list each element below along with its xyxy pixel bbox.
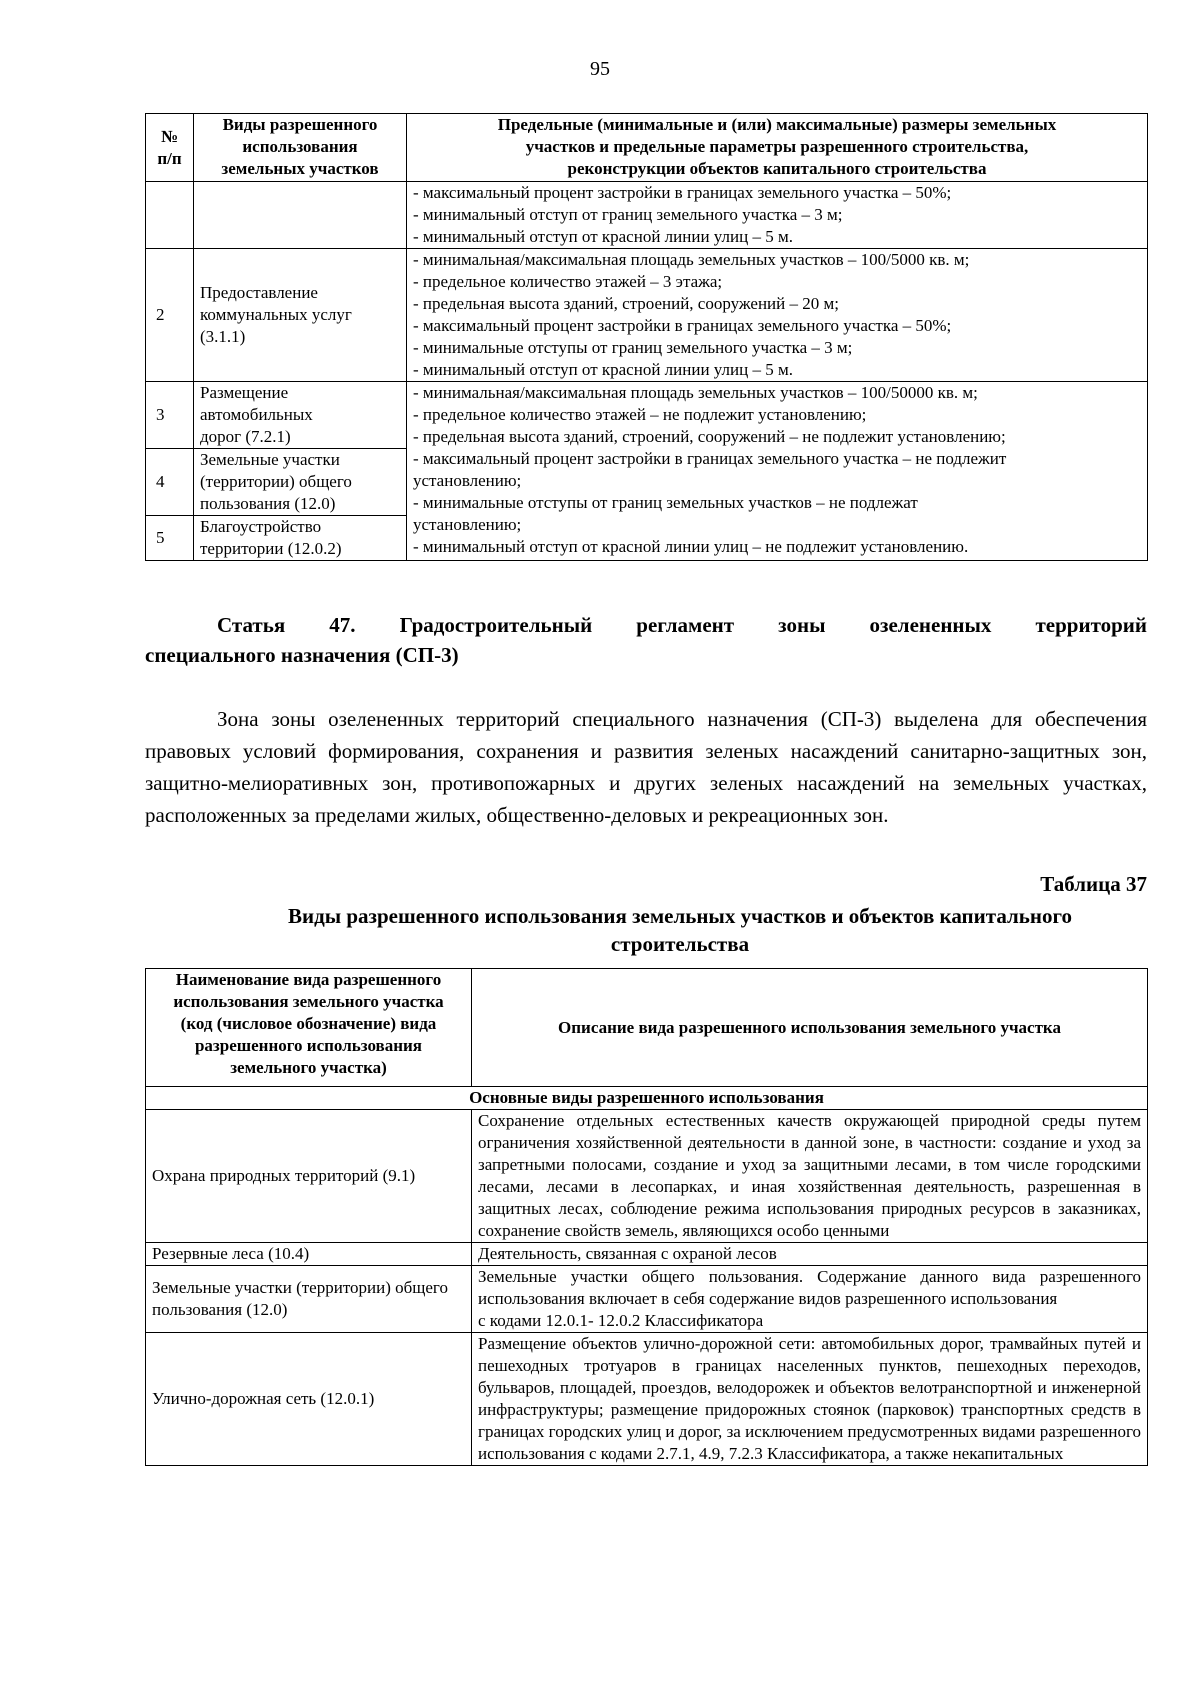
table-row <box>146 1266 1148 1333</box>
use-name: Охрана природных территорий (9.1) <box>146 1110 472 1243</box>
header-use-description: Описание вида разрешенного использования земельного участка <box>472 969 1148 1087</box>
row-params: - минимальная/максимальная площадь земельных участков – 100/5000 кв. м; - предельное количество этажей – 3 этажа; - предельная высота зданий, строений, сооружений – 20 м; - максимальный процент застройки в границах земельного участка – 50%; - минимальные отступы от границ земельного участка – 3 м; - минимальный отступ от красной линии улиц – 5 м. <box>407 249 1148 382</box>
shared-params: - минимальная/максимальная площадь земельных участков – 100/50000 кв. м; - предельное количество этажей – не подлежит установлению; - предельная высота зданий, строений, сооружений – не подлежит установлению; - максимальный процент застройки в границах земельного участка – не подлежит установлению; - минимальные отступы от границ земельных участков – не подлежат установлению; - минимальный отступ от красной линии улиц – не подлежит установлению. <box>407 382 1148 561</box>
use-description: Земельные участки общего пользования. Содержание данного вида разрешенного использования включает в себя содержание видов разрешенного использования с кодами 12.0.1- 12.0.2 Классификатора <box>472 1266 1148 1333</box>
article-heading: Статья 47. Градостроительный регламент зоны озелененных территорий специального назначения (СП-3) <box>145 613 1147 667</box>
table-row <box>146 182 1148 249</box>
permitted-use-table <box>145 968 1148 1466</box>
row-number: 5 <box>146 516 194 561</box>
header-use-name: Наименование вида разрешенного использования земельного участка (код (числовое обозначение) вида разрешенного использования земельного участка) <box>146 969 472 1087</box>
header-type: Виды разрешенного использования земельных участков <box>194 114 407 182</box>
use-description: Сохранение отдельных естественных качеств окружающей природной среды путем ограничения хозяйственной деятельности в данной зоне, в частности: создание и уход за запретными полосами, создание и уход за защитными лесами, в том числе городскими лесами, лесами в лесопарках, и иная хозяйственная деятельность, разрешенная в защитных лесах, соблюдение режима использования природных ресурсов в заказниках, сохранение свойств земель, являющихся особо ценными <box>472 1110 1148 1243</box>
header-num: № п/п <box>146 114 194 182</box>
row-type: Благоустройство территории (12.0.2) <box>194 516 407 561</box>
use-name: Улично-дорожная сеть (12.0.1) <box>146 1333 472 1466</box>
row-type: Размещение автомобильных дорог (7.2.1) <box>194 382 407 449</box>
body-paragraph: Зона зоны озелененных территорий специального назначения (СП-3) выделена для обеспечения правовых условий формирования, сохранения и развития зеленых насаждений санитарно-защитных зон, защитно-мелиоративных зон, противопожарных и других зеленых насаждений на земельных участках, расположенных за пределами жилых, общественно-деловых и рекреационных зон. <box>145 707 1147 827</box>
zone-parameters-table <box>145 113 1148 561</box>
use-name: Резервные леса (10.4) <box>146 1243 472 1266</box>
table-header-row <box>146 969 1148 1087</box>
continuation-cell: - максимальный процент застройки в границах земельного участка – 50%; - минимальный отступ от границ земельного участка – 3 м; - минимальный отступ от красной линии улиц – 5 м. <box>407 182 1148 249</box>
table-row <box>146 1110 1148 1243</box>
row-number: 2 <box>146 249 194 382</box>
row-type: Земельные участки (территории) общего пользования (12.0) <box>194 449 407 516</box>
table-header-row <box>146 114 1148 182</box>
use-description: Деятельность, связанная с охраной лесов <box>472 1243 1148 1266</box>
use-description: Размещение объектов улично-дорожной сети: автомобильных дорог, трамвайных путей и пешеходных тротуаров в границах населенных пунктов, пешеходных переходов, бульваров, площадей, проездов, велодорожек и объектов велотранспортной и инженерной инфраструктуры; размещение придорожных стоянок (парковок) транспортных средств в границах городских улиц и дорог, за исключением предусмотренных видами разрешенного использования с кодами 2.7.1, 4.9, 7.2.3 Классификатора, а также некапитальных <box>472 1333 1148 1466</box>
table-row <box>146 1333 1148 1466</box>
section-row <box>146 1087 1148 1110</box>
table-row <box>146 249 1148 382</box>
use-name: Земельные участки (территории) общего пользования (12.0) <box>146 1266 472 1333</box>
table-row <box>146 1243 1148 1266</box>
table-row <box>146 382 1148 449</box>
section-title: Основные виды разрешенного использования <box>146 1087 1148 1110</box>
row-type: Предоставление коммунальных услуг (3.1.1) <box>194 249 407 382</box>
header-params: Предельные (минимальные и (или) максимальные) размеры земельных участков и предельные параметры разрешенного строительства, реконструкции объектов капитального строительства <box>407 114 1148 182</box>
table-title: Виды разрешенного использования земельных участков и объектов капитального строительства <box>287 904 1073 956</box>
row-number: 3 <box>146 382 194 449</box>
row-number: 4 <box>146 449 194 516</box>
page-number: 95 <box>590 58 610 80</box>
table-label: Таблица 37 <box>1040 872 1147 896</box>
